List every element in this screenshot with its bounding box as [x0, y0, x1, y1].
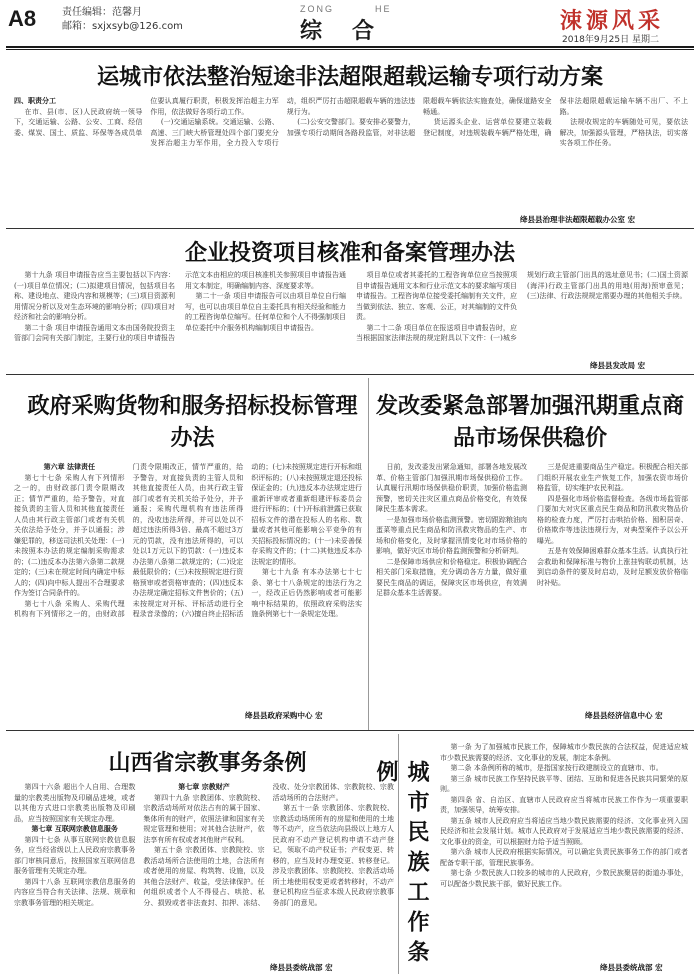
article-6-para: 第五条 城市人民政府应当将适应当地少数民族需要的经济、文化事业列入国民经济和社会发展计划。城市人民政府对于发展适应当地少数民族需要的经济、文化事业的资金，可以根据财力给予适当照顾。 [440, 816, 688, 846]
article-2-para: 第十九条 项目申请报告应当主要包括以下内容：(一)项目单位情况；(二)拟建项目情况，包括项目名称、建设地点、建设内容和规模等；(三)项目资源利用情况分析以及对生态环境的影响分析；(四)项目对经济和社会的影响分析。 [14, 271, 175, 321]
divider [6, 228, 694, 229]
article-1-byline: 绛县县治理非法超限超载办公室 宏 [520, 215, 636, 224]
article-5-title: 山西省宗教事务条例 [108, 750, 307, 776]
article-5-para: 第四十八条 互联网宗教信息服务的内容应当符合有关法律、法规、规章和宗教事务管理的相关规定。 [14, 877, 136, 907]
article-5-para: 第五十一条 宗教团体、宗教院校、宗教活动场所所有的房屋和使用的土地等不动产，应当依法向县级以上地方人民政府不动产登记机构申请不动产登记，领取不动产权证书；产权变更、转移的，应当及时办理变更、转移登记。涉及宗教团体、宗教院校、宗教活动场所土地使用权变更或者转移时，不动产登记机构应当征求本级人民政府宗教事务部门的意见。 [272, 804, 394, 907]
article-4-para: 四是强化市场价格监督检查。各级市场监管部门要加大对灾区重点民生商品和防汛救灾物品价格的检查力度，严厉打击哄抬价格、囤积居奇、价格欺诈等违法违规行为，对典型案件予以公开曝光。 [537, 494, 688, 545]
page-number: A8 [8, 6, 37, 31]
article-2-para: 项目单位或者其委托的工程咨询单位应当按照项目申请报告通用文本和行业示范文本的要求编写项目申请报告。工程咨询单位接受委托编制有关文件，应当做到依法、独立、客观、公正，对其编制的文件负责。 [356, 271, 517, 321]
article-3-byline: 绛县县政府采购中心 宏 [245, 711, 323, 720]
article-6-para: 第三条 城市民族工作坚持民族平等、团结、互助和促进各民族共同繁荣的原则。 [440, 774, 688, 793]
article-5-para: 第四十七条 从事互联网宗教信息服务，应当经省级以上人民政府宗教事务部门审核同意后，按照国家互联网信息服务管理有关规定办理。 [14, 835, 136, 875]
article-1-para: 货运源头企业、运营单位要建立装载登记制度，对违规装载车辆严格处理，确保非法超限超载运输车辆不出厂、不上路。 [423, 97, 688, 137]
article-5-para: 第五十条 宗教团体、宗教院校、宗教活动场所合法使用的土地，合法所有或者使用的房屋、构筑物、设施，以及其他合法财产、收益，受法律保护。任何组织或者个人不得侵占、哄抢、私分、损毁或者非法查封、扣押、冻结、没收、处分宗教团体、宗教院校、宗教活动场所的合法财产。 [143, 783, 394, 907]
article-1-para: 在市、县(市、区)人民政府统一领导下，交通运输、公路、公安、工商、经信委、煤炭、国土、质监、环保等各成员单位要认真履行职责，积极发挥治超主力军作用，依法做好各项行动工作。 [14, 97, 279, 137]
article-3-para: 第七十八条 采购人、采购代理机构有下列情形之一的，由财政部门责令限期改正，情节严重的，给予警告，对直接负责的主管人员和其他直接责任人员，由其行政主管部门或者有关机关给予处分，并予通报；采购代理机构有违法所得的，没收违法所得，并可以处以不超过违法所得3倍、最高不超过3万元的罚款，没有违法所得的，可以处以1万元以下的罚款：(一)违反本办法第八条第二款规定的；(二)设定最低限价的；(三)未按照规定进行资格预审或者资格审查的；(四)违反本办法规定确定招标文件售价的；(五)未按规定对开标、评标活动进行全程录音录像的；(六)擅自终止招标活动的；(七)未按照规定进行开标和组织评标的；(八)未按照规定退还投标保证金的；(九)违反本办法规定进行重新评审或者重新组建评标委员会进行评标的；(十)开标前泄露已获取招标文件的潜在投标人的名称、数量或者其他可能影响公平竞争的有关招标投标情况的；(十一)未妥善保存采购文件的；(十二)其他违反本办法规定的情形。 [14, 463, 362, 618]
article-4-para: 一是加强市场价格监测预警。密切跟踪粮油肉蛋菜等重点民生商品和防汛救灾物品的生产、市场和价格变化，及时掌握汛情变化对市场价格的影响，做好灾区市场价格监测预警和分析研判。 [376, 515, 527, 555]
article-4-para: 五是有效保障困难群众基本生活。认真执行社会救助和保障标准与物价上涨挂钩联动机制，达到启动条件的要及时启动，及时足额发放价格临时补贴。 [537, 547, 688, 587]
article-1-para: 法规收规定的车辆随处可见，要依法解决，加强源头管理，严格执法，切实落实各项工作任务。 [559, 118, 688, 147]
editor-name: 责任编辑：范馨月 [62, 7, 142, 18]
article-2-title: 企业投资项目核准和备案管理办法 [184, 240, 515, 266]
article-2-body [14, 270, 688, 356]
article-3-title: 政府采购货物和服务招标投标管理办法 [27, 393, 358, 451]
divider [6, 374, 694, 375]
header-rule [6, 46, 694, 48]
article-4-body [376, 462, 688, 706]
article-4-byline: 绛县县经济信息中心 宏 [585, 711, 663, 720]
article-2-para: 第二十二条 项目单位在报送项目申请报告时，应当根据国家法律法规的规定附具以下文件：(一)城乡规划行政主管部门出具的选址意见书；(二)国土资源(海洋)行政主管部门出具的用地(用海)预审意见；(三)法律、行政法规规定需要办理的其他相关手续。 [356, 271, 688, 342]
paper-name: 涑源风采 [560, 8, 665, 34]
article-6-para: 第六条 城市人民政府根据实际情况，可以确定负责民族事务工作的部门或者配备专职干部，管理民族事务。 [440, 848, 688, 867]
article-5-chapter: 第七章 宗教财产 [178, 782, 230, 791]
editor-info [62, 6, 183, 34]
article-3-subhead: 第六章 法律责任 [43, 462, 96, 471]
article-5-para: 第四十六条 超出个人自用、合理数量的宗教类出版物及印刷品进境，或者以其他方式进口宗教类出版物及印刷品，应当按照国家有关规定办理。 [14, 783, 136, 823]
column-divider [368, 378, 369, 730]
article-5-byline: 绛县县委统战部 宏 [270, 963, 333, 972]
article-3-para: 第七十七条 采购人有下列情形之一的，由财政部门责令限期改正；情节严重的，给予警告，对直接负责的主管人员和其他直接责任人员由其行政主管部门或者有关机关依法给予处分，并予以通报；涉嫌犯罪的，移送司法机关处理：(一)未按照本办法的规定编制采购需求的；(二)违反本办法第六条第二款规定的；(三)未在规定时间内确定中标人的；(四)向中标人提出不合理要求作为签订合同条件的。 [14, 473, 125, 597]
article-5-chapter: 第七章 互联网宗教信息服务 [31, 824, 118, 833]
article-6-para: 第四条 省、自治区、直辖市人民政府应当将城市民族工作作为一项重要职责，加强领导，统筹安排。 [440, 795, 688, 814]
editor-email: 邮箱：sxjxsyb@126.com [62, 21, 183, 32]
article-4-para: 二是保障市场供应和价格稳定。积极协调配合相关部门采取措施，充分调动各方力量，做好重要民生商品的调运，保障灾区市场供应，有效满足群众基本生活需要。 [376, 557, 527, 597]
article-3-para: 第七十九条 有本办法第七十七条、第七十八条规定的违法行为之一，经改正后仍然影响或者可能影响中标结果的，依照政府采购法实施条例第七十一条规定处理。 [251, 568, 362, 618]
section-label-en-2: HE [375, 4, 392, 14]
section-label-en-1: ZONG [300, 4, 334, 14]
article-6-byline: 绛县县委统战部 宏 [600, 963, 663, 972]
article-1-title: 运城市依法整治短途非法超限超载运输专项行动方案 [96, 64, 603, 90]
header-rule-thin [6, 49, 694, 50]
article-4-title: 发改委紧急部署加强汛期重点商品市场保供稳价 [375, 393, 684, 451]
article-1-para: (一)交通运输系统。交通运输、公路、高速、三门峡大桥管理处四个部门要充分发挥治超主力军作用，全力投入专项行动，组织严厉打击超限超载车辆的违法违规行为。 [150, 97, 416, 147]
article-6-para: 第七条 少数民族人口较多的城市的人民政府，少数民族聚居的街道办事处，可以配备少数民族干部，做好民族工作。 [440, 869, 688, 888]
article-1-body [14, 96, 688, 214]
article-6-body [440, 742, 688, 956]
article-5-para: 第四十九条 宗教团体、宗教院校、宗教活动场所对依法占有的属于国家、集体所有的财产，依照法律和国家有关规定管理和使用；对其他合法财产，依法享有所有权或者其他财产权利。 [143, 793, 265, 844]
article-6-para: 第二条 本条例所称的城市，是指国家按行政建制设立的直辖市、市。 [450, 764, 663, 772]
article-5-body [14, 782, 394, 958]
divider [6, 730, 694, 731]
article-4-para: 日前，发改委发出紧急通知，部署各地发展改革、价格主管部门加强汛期市场保供稳价工作。认真履行汛期市场保供稳价职责，加强价格监测预警，密切关注灾区重点商品价格变化，有效保障民生基本需求。 [376, 463, 527, 513]
article-1-para: (二)公安交警部门。要安排必要警力，加强专项行动期间各路段监管，对非法超限超载车辆依法实施查处，确保道路安全畅通。 [286, 97, 552, 137]
article-6-para: 第一条 为了加强城市民族工作，保障城市少数民族的合法权益，促进适应城市少数民族需要的经济、文化事业的发展，制定本条例。 [440, 743, 688, 762]
article-6-title: 城市民族工作条例 [373, 760, 430, 970]
article-3-body [14, 462, 362, 706]
article-1-subhead: 四、职责分工 [14, 96, 56, 105]
section-title: 综合 [300, 18, 405, 44]
article-2-para: 第二十条 项目申请报告通用文本由国务院投资主管部门会同有关部门制定，主要行业的项目申请报告示范文本由相应的项目核准机关参照项目申请报告通用文本制定，明确编制内容、深度要求等。 [14, 271, 346, 342]
article-4-para: 三是促进重要商品生产稳定。积极配合相关部门组织开展农业生产恢复工作，加强农资市场价格监管，切实维护农民利益。 [537, 463, 688, 492]
article-2-byline: 绛县县发改局 宏 [590, 361, 646, 370]
issue-date: 2018年9月25日 星期二 [562, 35, 659, 45]
article-2-para: 第二十一条 项目申请报告可以由项目单位自行编写，也可以由项目单位自主委托具有相关经验和能力的工程咨询单位编写。任何单位和个人不得强制项目单位委托中介服务机构编制项目申请报告。 [185, 292, 346, 332]
